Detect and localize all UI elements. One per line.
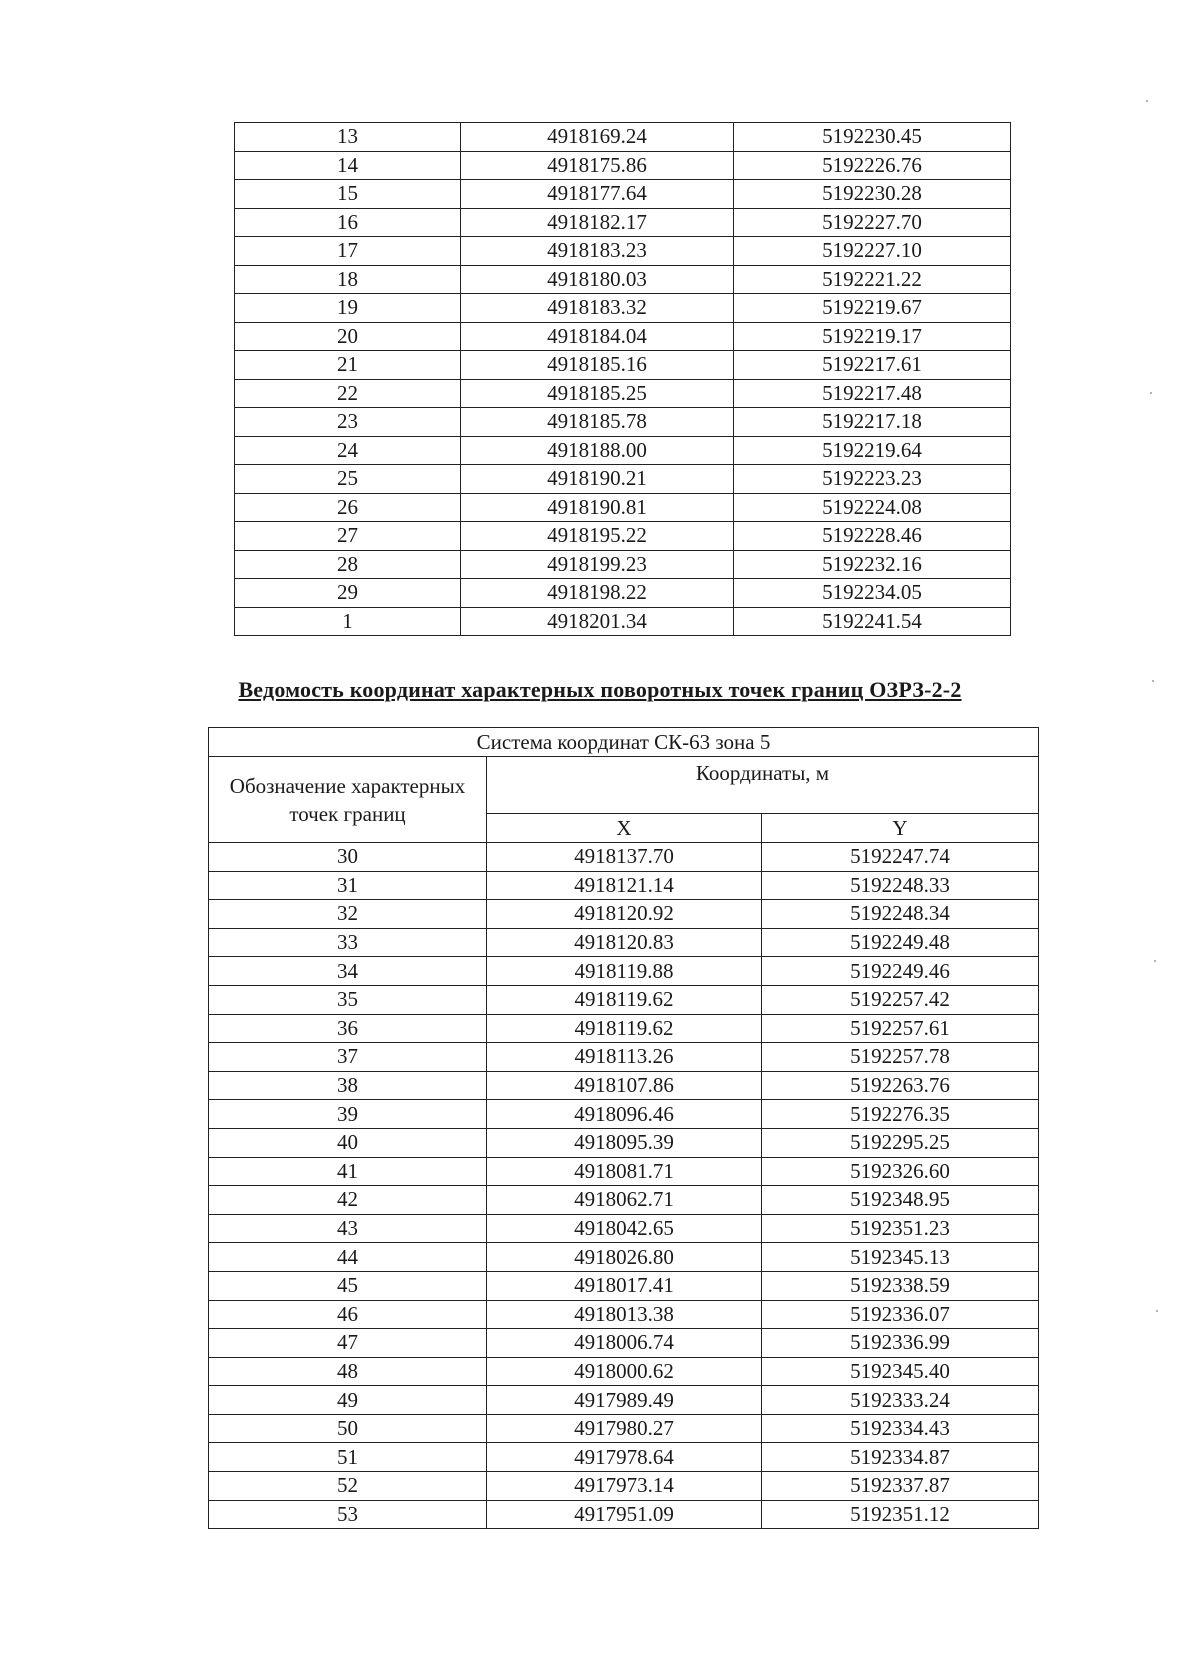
point-number-cell: 26 <box>235 493 461 522</box>
table-row <box>209 1186 1039 1215</box>
point-number-cell: 21 <box>235 351 461 380</box>
scan-speck <box>1150 392 1152 394</box>
point-number-cell: 34 <box>209 957 487 986</box>
point-number-cell: 53 <box>209 1500 487 1529</box>
x-coordinate-cell: 4918137.70 <box>487 843 762 872</box>
coordinates-header: Координаты, м <box>487 757 1039 814</box>
point-number-cell: 29 <box>235 579 461 608</box>
point-number-cell: 18 <box>235 265 461 294</box>
point-number-cell: 52 <box>209 1472 487 1501</box>
x-coordinate-cell: 4918185.16 <box>461 351 734 380</box>
point-number-cell: 35 <box>209 985 487 1014</box>
table-row <box>209 1100 1039 1129</box>
x-coordinate-cell: 4918119.88 <box>487 957 762 986</box>
x-coordinate-cell: 4918081.71 <box>487 1157 762 1186</box>
y-coordinate-cell: 5192223.23 <box>734 465 1011 494</box>
point-number-cell: 1 <box>235 607 461 636</box>
x-coordinate-cell: 4918182.17 <box>461 208 734 237</box>
table-row <box>235 208 1011 237</box>
table-row <box>209 1414 1039 1443</box>
point-number-cell: 48 <box>209 1357 487 1386</box>
scan-speck <box>1154 960 1156 962</box>
table-row <box>235 322 1011 351</box>
x-coordinate-cell: 4918183.32 <box>461 294 734 323</box>
y-coordinate-cell: 5192348.95 <box>762 1186 1039 1215</box>
x-coordinate-cell: 4918201.34 <box>461 607 734 636</box>
table-row <box>209 1214 1039 1243</box>
point-number-cell: 41 <box>209 1157 487 1186</box>
x-coordinate-cell: 4918185.78 <box>461 408 734 437</box>
coordinates-table-ozrz-2-2-body <box>209 728 1039 1529</box>
table-row <box>209 1357 1039 1386</box>
table-row <box>209 843 1039 872</box>
y-coordinate-cell: 5192276.35 <box>762 1100 1039 1129</box>
point-number-cell: 20 <box>235 322 461 351</box>
point-number-cell: 33 <box>209 928 487 957</box>
x-coordinate-cell: 4918119.62 <box>487 1014 762 1043</box>
y-coordinate-cell: 5192334.87 <box>762 1443 1039 1472</box>
point-number-cell: 28 <box>235 550 461 579</box>
point-number-cell: 15 <box>235 180 461 209</box>
table-row <box>209 1128 1039 1157</box>
x-coordinate-cell: 4918188.00 <box>461 436 734 465</box>
y-coordinate-cell: 5192228.46 <box>734 522 1011 551</box>
table-row <box>235 550 1011 579</box>
table-row <box>209 1157 1039 1186</box>
table-row <box>209 900 1039 929</box>
y-coordinate-cell: 5192248.33 <box>762 871 1039 900</box>
section-title: Ведомость координат характерных поворотных точек границ ОЗРЗ-2-2 <box>238 677 962 702</box>
x-coordinate-cell: 4918107.86 <box>487 1071 762 1100</box>
point-number-cell: 19 <box>235 294 461 323</box>
scan-speck <box>1152 680 1154 682</box>
table-row <box>235 151 1011 180</box>
x-coordinate-cell: 4917951.09 <box>487 1500 762 1529</box>
table-row <box>235 351 1011 380</box>
point-number-cell: 44 <box>209 1243 487 1272</box>
x-coordinate-cell: 4918198.22 <box>461 579 734 608</box>
y-coordinate-cell: 5192232.16 <box>734 550 1011 579</box>
point-number-cell: 38 <box>209 1071 487 1100</box>
y-coordinate-cell: 5192247.74 <box>762 843 1039 872</box>
scan-speck <box>1156 1310 1158 1312</box>
x-coordinate-cell: 4918180.03 <box>461 265 734 294</box>
point-number-cell: 46 <box>209 1300 487 1329</box>
x-coordinate-cell: 4918177.64 <box>461 180 734 209</box>
point-number-cell: 27 <box>235 522 461 551</box>
table-header-row <box>209 757 1039 814</box>
x-coordinate-cell: 4918120.83 <box>487 928 762 957</box>
x-coordinate-cell: 4918062.71 <box>487 1186 762 1215</box>
x-coordinate-cell: 4917980.27 <box>487 1414 762 1443</box>
y-coordinate-cell: 5192351.12 <box>762 1500 1039 1529</box>
x-coordinate-cell: 4918185.25 <box>461 379 734 408</box>
table-row <box>235 379 1011 408</box>
table-row <box>235 436 1011 465</box>
table-row <box>235 123 1011 152</box>
point-number-cell: 23 <box>235 408 461 437</box>
coordinates-table-continued-body <box>235 123 1011 636</box>
table-row <box>209 1243 1039 1272</box>
y-coordinate-cell: 5192219.67 <box>734 294 1011 323</box>
point-number-cell: 17 <box>235 237 461 266</box>
y-coordinate-cell: 5192337.87 <box>762 1472 1039 1501</box>
coordinates-table-ozrz-2-2 <box>208 727 1039 1529</box>
point-designation-header: Обозначение характерных точек границ <box>209 757 487 843</box>
x-coordinate-cell: 4918096.46 <box>487 1100 762 1129</box>
y-coordinate-cell: 5192217.18 <box>734 408 1011 437</box>
y-coordinate-cell: 5192257.61 <box>762 1014 1039 1043</box>
point-number-cell: 14 <box>235 151 461 180</box>
y-coordinate-cell: 5192334.43 <box>762 1414 1039 1443</box>
y-coordinate-cell: 5192326.60 <box>762 1157 1039 1186</box>
point-number-cell: 42 <box>209 1186 487 1215</box>
y-coordinate-cell: 5192257.42 <box>762 985 1039 1014</box>
y-coordinate-cell: 5192336.99 <box>762 1329 1039 1358</box>
y-coordinate-cell: 5192241.54 <box>734 607 1011 636</box>
x-coordinate-cell: 4917978.64 <box>487 1443 762 1472</box>
x-coordinate-cell: 4918119.62 <box>487 985 762 1014</box>
point-number-cell: 45 <box>209 1271 487 1300</box>
y-coordinate-cell: 5192295.25 <box>762 1128 1039 1157</box>
coordinate-system-row <box>209 728 1039 757</box>
x-coordinate-cell: 4918175.86 <box>461 151 734 180</box>
table-row <box>209 1014 1039 1043</box>
table-row <box>209 1271 1039 1300</box>
y-coordinate-cell: 5192336.07 <box>762 1300 1039 1329</box>
table-row <box>235 579 1011 608</box>
y-coordinate-cell: 5192345.13 <box>762 1243 1039 1272</box>
x-coordinate-cell: 4918195.22 <box>461 522 734 551</box>
y-coordinate-cell: 5192230.28 <box>734 180 1011 209</box>
y-coordinate-cell: 5192224.08 <box>734 493 1011 522</box>
x-coordinate-cell: 4918006.74 <box>487 1329 762 1358</box>
y-coordinate-cell: 5192249.46 <box>762 957 1039 986</box>
point-number-cell: 30 <box>209 843 487 872</box>
table-row <box>209 1300 1039 1329</box>
y-coordinate-cell: 5192333.24 <box>762 1386 1039 1415</box>
point-number-cell: 36 <box>209 1014 487 1043</box>
x-coordinate-cell: 4918199.23 <box>461 550 734 579</box>
table-row <box>209 871 1039 900</box>
point-number-cell: 22 <box>235 379 461 408</box>
y-coordinate-cell: 5192345.40 <box>762 1357 1039 1386</box>
point-number-cell: 47 <box>209 1329 487 1358</box>
x-coordinate-cell: 4918013.38 <box>487 1300 762 1329</box>
point-number-cell: 51 <box>209 1443 487 1472</box>
table-row <box>235 180 1011 209</box>
y-coordinate-cell: 5192227.10 <box>734 237 1011 266</box>
point-number-cell: 49 <box>209 1386 487 1415</box>
table-row <box>209 1043 1039 1072</box>
x-coordinate-cell: 4918169.24 <box>461 123 734 152</box>
x-coordinate-cell: 4918121.14 <box>487 871 762 900</box>
y-coordinate-cell: 5192257.78 <box>762 1043 1039 1072</box>
x-coordinate-cell: 4918120.92 <box>487 900 762 929</box>
table-row <box>235 265 1011 294</box>
x-coordinate-cell: 4918095.39 <box>487 1128 762 1157</box>
point-number-cell: 24 <box>235 436 461 465</box>
x-coordinate-cell: 4918183.23 <box>461 237 734 266</box>
x-coordinate-cell: 4917973.14 <box>487 1472 762 1501</box>
table-row <box>235 237 1011 266</box>
table-row <box>209 957 1039 986</box>
table-row <box>209 1386 1039 1415</box>
x-coordinate-cell: 4918184.04 <box>461 322 734 351</box>
y-coordinate-cell: 5192248.34 <box>762 900 1039 929</box>
coordinate-system-label: Система координат СК-63 зона 5 <box>209 728 1039 757</box>
y-coordinate-cell: 5192227.70 <box>734 208 1011 237</box>
point-number-cell: 32 <box>209 900 487 929</box>
y-coordinate-cell: 5192234.05 <box>734 579 1011 608</box>
coordinates-table-continued <box>234 122 1011 636</box>
point-number-cell: 13 <box>235 123 461 152</box>
x-coordinate-cell: 4918000.62 <box>487 1357 762 1386</box>
table-row <box>209 1500 1039 1529</box>
point-number-cell: 37 <box>209 1043 487 1072</box>
table-row <box>209 985 1039 1014</box>
table-row <box>209 928 1039 957</box>
table-row <box>209 1329 1039 1358</box>
point-number-cell: 25 <box>235 465 461 494</box>
table-row <box>235 465 1011 494</box>
x-coordinate-cell: 4918026.80 <box>487 1243 762 1272</box>
x-coordinate-cell: 4917989.49 <box>487 1386 762 1415</box>
table-row <box>209 1071 1039 1100</box>
point-number-cell: 43 <box>209 1214 487 1243</box>
point-number-cell: 31 <box>209 871 487 900</box>
table-row <box>235 607 1011 636</box>
point-number-cell: 39 <box>209 1100 487 1129</box>
table-row <box>235 408 1011 437</box>
scan-speck <box>1146 100 1148 102</box>
y-coordinate-cell: 5192338.59 <box>762 1271 1039 1300</box>
table-row <box>235 294 1011 323</box>
y-coordinate-cell: 5192221.22 <box>734 265 1011 294</box>
table-row <box>235 493 1011 522</box>
y-coordinate-cell: 5192217.48 <box>734 379 1011 408</box>
table-row <box>209 1472 1039 1501</box>
y-column-header: Y <box>762 814 1039 843</box>
y-coordinate-cell: 5192263.76 <box>762 1071 1039 1100</box>
table-row <box>235 522 1011 551</box>
point-number-cell: 50 <box>209 1414 487 1443</box>
point-number-cell: 16 <box>235 208 461 237</box>
y-coordinate-cell: 5192226.76 <box>734 151 1011 180</box>
y-coordinate-cell: 5192217.61 <box>734 351 1011 380</box>
y-coordinate-cell: 5192230.45 <box>734 123 1011 152</box>
x-coordinate-cell: 4918017.41 <box>487 1271 762 1300</box>
x-coordinate-cell: 4918042.65 <box>487 1214 762 1243</box>
y-coordinate-cell: 5192249.48 <box>762 928 1039 957</box>
x-column-header: X <box>487 814 762 843</box>
x-coordinate-cell: 4918190.81 <box>461 493 734 522</box>
y-coordinate-cell: 5192219.64 <box>734 436 1011 465</box>
y-coordinate-cell: 5192219.17 <box>734 322 1011 351</box>
x-coordinate-cell: 4918113.26 <box>487 1043 762 1072</box>
table-row <box>209 1443 1039 1472</box>
y-coordinate-cell: 5192351.23 <box>762 1214 1039 1243</box>
point-number-cell: 40 <box>209 1128 487 1157</box>
x-coordinate-cell: 4918190.21 <box>461 465 734 494</box>
